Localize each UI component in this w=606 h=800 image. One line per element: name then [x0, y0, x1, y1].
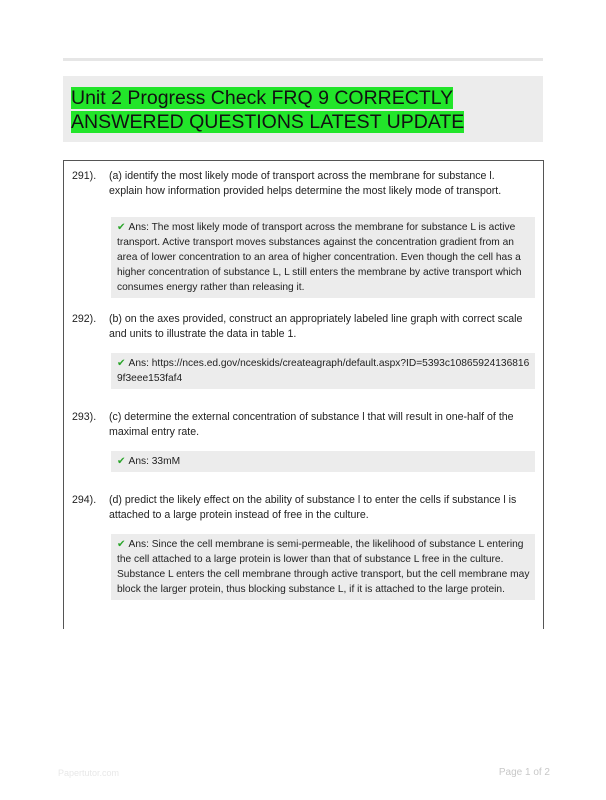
- answer-text: Ans: https://nces.ed.gov/nceskids/createagraph/default.aspx?ID=5393c108659241368169f3eee153faf4: [117, 358, 530, 384]
- question-number: 292).: [72, 313, 97, 325]
- page-number: Page 1 of 2: [498, 767, 550, 778]
- qa-list: [63, 160, 544, 629]
- top-divider: [63, 58, 543, 61]
- question-text: (b) on the axes provided, construct an appropriately labeled line graph with correct scale and units to illustrate the data in table 1.: [109, 313, 523, 340]
- question-text: (d) predict the likely effect on the ability of substance l to enter the cells if substance l is attached to a large protein instead of free in the culture.: [109, 494, 517, 521]
- question-text: (a) identify the most likely mode of transport across the membrane for substance l. explain how information provided helps determine the most likely mode of transport.: [109, 170, 502, 197]
- question-number: 291).: [72, 170, 97, 182]
- question-text: (c) determine the external concentration of substance l that will result in one-half of the maximal entry rate.: [109, 411, 514, 438]
- question-number: 294).: [72, 494, 97, 506]
- answer-box: [111, 353, 535, 389]
- answer-text: Ans: The most likely mode of transport across the membrane for substance L is active transport. Active transport moves substances against the concentration gradient from an area of lower concentration to an area of higher concentration. Even though the cell has a higher concentration of substance L, L still enters the membrane by active transport which consumes energy rather than releasing it.: [117, 222, 522, 293]
- answer-text: Ans: Since the cell membrane is semi-permeable, the likelihood of substance L entering the cell attached to a large protein is lower than that of substance L free in the culture. Substance L enters the cell membrane through active transport, but the cell membrane may block the larger protein, thus blocking substance L, if it is attached to the large protein.: [117, 539, 530, 595]
- check-icon: ✔: [117, 456, 126, 467]
- answer-box: [111, 534, 535, 600]
- answer-box: [111, 217, 535, 298]
- watermark: Papertutor.com: [58, 768, 120, 778]
- answer-text: Ans: 33mM: [128, 456, 181, 467]
- check-icon: ✔: [117, 539, 126, 550]
- title-banner: [63, 76, 543, 142]
- question-number: 293).: [72, 411, 97, 423]
- answer-box: [111, 451, 535, 472]
- check-icon: ✔: [117, 358, 126, 369]
- check-icon: ✔: [117, 222, 126, 233]
- page-title: Unit 2 Progress Check FRQ 9 CORRECTLY ANSWERED QUESTIONS LATEST UPDATE: [71, 87, 465, 133]
